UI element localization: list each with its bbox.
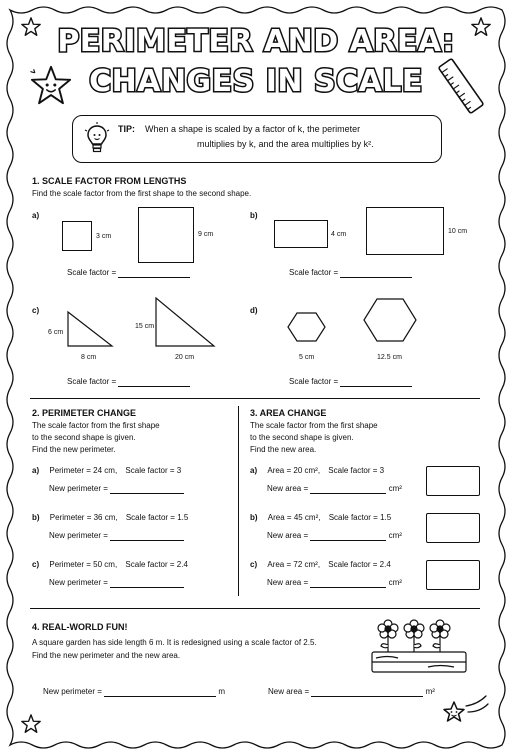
small-hexagon-label: 5 cm [299,354,315,361]
large-hexagon [364,299,416,341]
section-divider [30,398,480,399]
large-square [138,207,194,263]
column-divider [238,406,239,596]
tip-text-line-2: multiplies by k, and the area multiplies by k². [197,139,374,149]
problem-1a-letter: a) [32,211,40,220]
new-perimeter-label: New perimeter = [43,687,102,696]
small-square [62,221,92,251]
problem-3b-factor: Scale factor = 1.5 [328,513,392,522]
section-3-intro-line-1: The scale factor from the first shape [250,421,378,430]
problem-1a-answer [67,268,190,278]
section-2-intro-line-1: The scale factor from the first shape [32,421,160,430]
problem-3b-letter: b) [250,513,258,522]
answer-blank[interactable] [110,532,184,541]
problem-4-perimeter [43,687,225,697]
large-triangle-base-label: 20 cm [175,354,195,361]
answer-box[interactable] [426,513,480,543]
new-area-label: New area = [267,578,309,587]
problem-3c-given: Area = 72 cm², [267,560,321,569]
small-rectangle [274,220,328,248]
section-3-heading: 3. AREA CHANGE [250,408,327,418]
problem-2b-given: Perimeter = 36 cm, [49,513,118,522]
problem-4-area [268,687,435,697]
problem-3c-letter: c) [250,560,258,569]
answer-blank[interactable] [310,532,386,541]
section-4-heading: 4. REAL-WORLD FUN! [32,622,128,632]
new-perimeter-label: New perimeter = [49,484,108,493]
problem-2b [32,513,188,523]
area-unit: cm² [388,484,402,493]
section-3-intro-line-3: Find the new area. [250,445,317,454]
problem-3b-answer [267,531,402,541]
section-2-intro-line-2: to the second shape is given. [32,433,136,442]
section-4-line-2: Find the new perimeter and the new area. [32,651,181,660]
small-right-triangle [68,312,112,346]
problem-3b-given: Area = 45 cm², [267,513,321,522]
area-unit: m² [425,687,435,696]
large-square-label: 9 cm [198,231,214,238]
new-perimeter-label: New perimeter = [49,578,108,587]
page-title-line-2: CHANGES IN SCALE [89,64,423,99]
problem-3c [250,560,391,570]
problem-2a [32,466,181,476]
problem-2c-given: Perimeter = 50 cm, [49,560,118,569]
scale-factor-label: Scale factor = [67,268,117,277]
lightbulb-icon [84,122,110,156]
problem-2a-answer [49,484,184,494]
large-triangle-side-label: 15 cm [135,323,155,330]
answer-blank[interactable] [118,378,190,387]
problem-3c-answer [267,578,402,588]
answer-blank[interactable] [311,688,423,697]
problem-2c-factor: Scale factor = 2.4 [125,560,188,569]
problem-3a-factor: Scale factor = 3 [328,466,385,475]
scale-factor-label: Scale factor = [67,377,117,386]
problem-1d-letter: d) [250,306,258,315]
small-triangle-base-label: 8 cm [81,354,97,361]
problem-1d-answer [289,377,412,387]
answer-blank[interactable] [110,485,184,494]
answer-box[interactable] [426,466,480,496]
tip-text-line-1: When a shape is scaled by a factor of k, the perimeter [145,124,361,134]
shooting-star-icon [438,692,490,732]
new-area-label: New area = [267,484,309,493]
answer-blank[interactable] [104,688,216,697]
area-unit: cm² [388,578,402,587]
answer-blank[interactable] [110,579,184,588]
problem-2b-letter: b) [32,513,40,522]
problem-1b-letter: b) [250,211,258,220]
hexagons [284,296,424,348]
answer-blank[interactable] [340,378,412,387]
flower-planter-icon [368,618,474,676]
problem-2a-given: Perimeter = 24 cm, [49,466,118,475]
problem-3a-letter: a) [250,466,258,475]
problem-2b-factor: Scale factor = 1.5 [125,513,189,522]
problem-2c-letter: c) [32,560,40,569]
problem-3c-factor: Scale factor = 2.4 [328,560,391,569]
answer-blank[interactable] [118,269,190,278]
section-2-heading: 2. PERIMETER CHANGE [32,408,137,418]
scale-factor-label: Scale factor = [289,377,339,386]
large-rectangle-label: 10 cm [448,228,468,235]
tip-label: TIP: [118,124,135,134]
problem-2b-answer [49,531,184,541]
answer-blank[interactable] [310,485,386,494]
small-hexagon [288,313,325,341]
problem-3a-given: Area = 20 cm², [267,466,321,475]
star-icon [20,713,42,735]
small-triangle-side-label: 6 cm [48,329,64,336]
large-rectangle [366,207,444,255]
problem-2a-factor: Scale factor = 3 [125,466,182,475]
scale-factor-label: Scale factor = [289,268,339,277]
problem-2c-answer [49,578,184,588]
large-hexagon-label: 12.5 cm [377,354,402,361]
section-1-heading: 1. SCALE FACTOR FROM LENGTHS [32,176,187,186]
page-title-line-1: PERIMETER AND AREA: [57,24,455,59]
problem-1c-answer [67,377,190,387]
section-4-line-1: A square garden has side length 6 m. It is redesigned using a scale factor of 2.5. [32,638,317,647]
small-rectangle-label: 4 cm [331,231,347,238]
new-area-label: New area = [267,531,309,540]
area-unit: cm² [388,531,402,540]
answer-blank[interactable] [340,269,412,278]
problem-3a [250,466,384,476]
large-right-triangle [156,298,214,346]
problem-1b-answer [289,268,412,278]
section-2-intro-line-3: Find the new perimeter. [32,445,116,454]
section-divider [30,608,480,609]
section-1-instruction: Find the scale factor from the first shape to the second shape. [32,189,252,198]
problem-2a-letter: a) [32,466,40,475]
perimeter-unit: m [218,687,226,696]
small-square-label: 3 cm [96,233,112,240]
answer-box[interactable] [426,560,480,590]
new-area-label: New area = [268,687,310,696]
section-3-intro-line-2: to the second shape is given. [250,433,354,442]
problem-3a-answer [267,484,402,494]
problem-1c-letter: c) [32,306,40,315]
problem-3b [250,513,391,523]
new-perimeter-label: New perimeter = [49,531,108,540]
problem-2c [32,560,188,570]
answer-blank[interactable] [310,579,386,588]
